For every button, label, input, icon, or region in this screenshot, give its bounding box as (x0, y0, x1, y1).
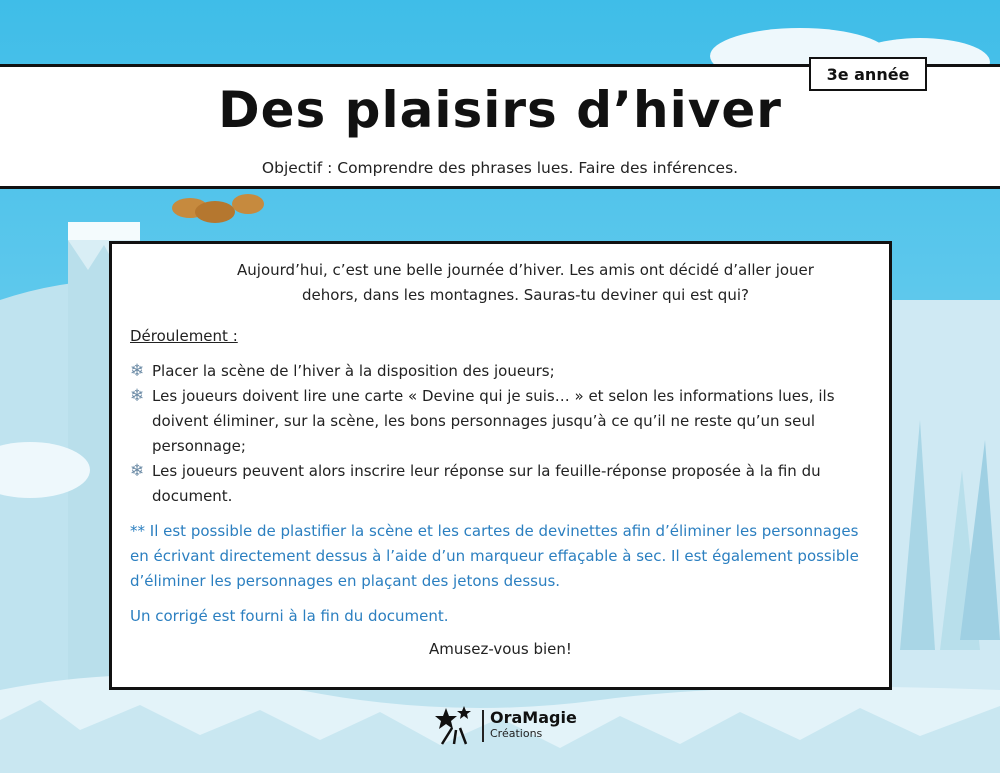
deroulement-title: Déroulement : (130, 327, 238, 345)
step-text: Placer la scène de l’hiver à la disposition des joueurs; (152, 362, 555, 380)
snowflake-icon: ❄ (130, 386, 145, 406)
oramagie-logo (432, 704, 577, 748)
snowflake-icon: ❄ (130, 461, 145, 481)
step-text: Les joueurs peuvent alors inscrire leur réponse sur la feuille-réponse proposée à la fin du document. (152, 462, 821, 505)
steps-list (130, 359, 871, 509)
page-title: Des plaisirs d’hiver (218, 81, 782, 139)
objective-text: Objectif : Comprendre des phrases lues. Faire des inférences. (261, 159, 739, 177)
instructions-panel (109, 241, 892, 690)
logo-subtitle: Créations (490, 727, 543, 740)
list-item (130, 359, 871, 384)
grade-badge: 3e année (809, 57, 927, 91)
logo-name: OraMagie (490, 708, 577, 727)
stars-logo-icon (432, 704, 476, 748)
intro-text: Aujourd’hui, c’est une belle journée d’hiver. Les amis ont décidé d’aller jouer dehors, dans les montagnes. Sauras-tu deviner qui est qui? (237, 261, 814, 304)
snowflake-icon: ❄ (130, 361, 145, 381)
plastify-note: ** Il est possible de plastifier la scène et les cartes de devinettes afin d’éliminer les personnages en écrivant directement dessus à l’aide d’un marqueur effaçable à sec. Il est également possible d’éliminer les personnages en plaçant des jetons dessus. (130, 522, 859, 590)
title-banner (0, 64, 1000, 189)
list-item (130, 459, 871, 509)
answer-key-note: Un corrigé est fourni à la fin du document. (130, 607, 449, 625)
step-text: Les joueurs doivent lire une carte « Devine qui je suis… » et selon les informations lues, ils doivent éliminer, sur la scène, les bons personnages jusqu’à ce qu’il ne reste qu’un seul personnage; (152, 387, 835, 455)
closing-text: Amusez-vous bien! (429, 640, 572, 658)
list-item (130, 384, 871, 459)
